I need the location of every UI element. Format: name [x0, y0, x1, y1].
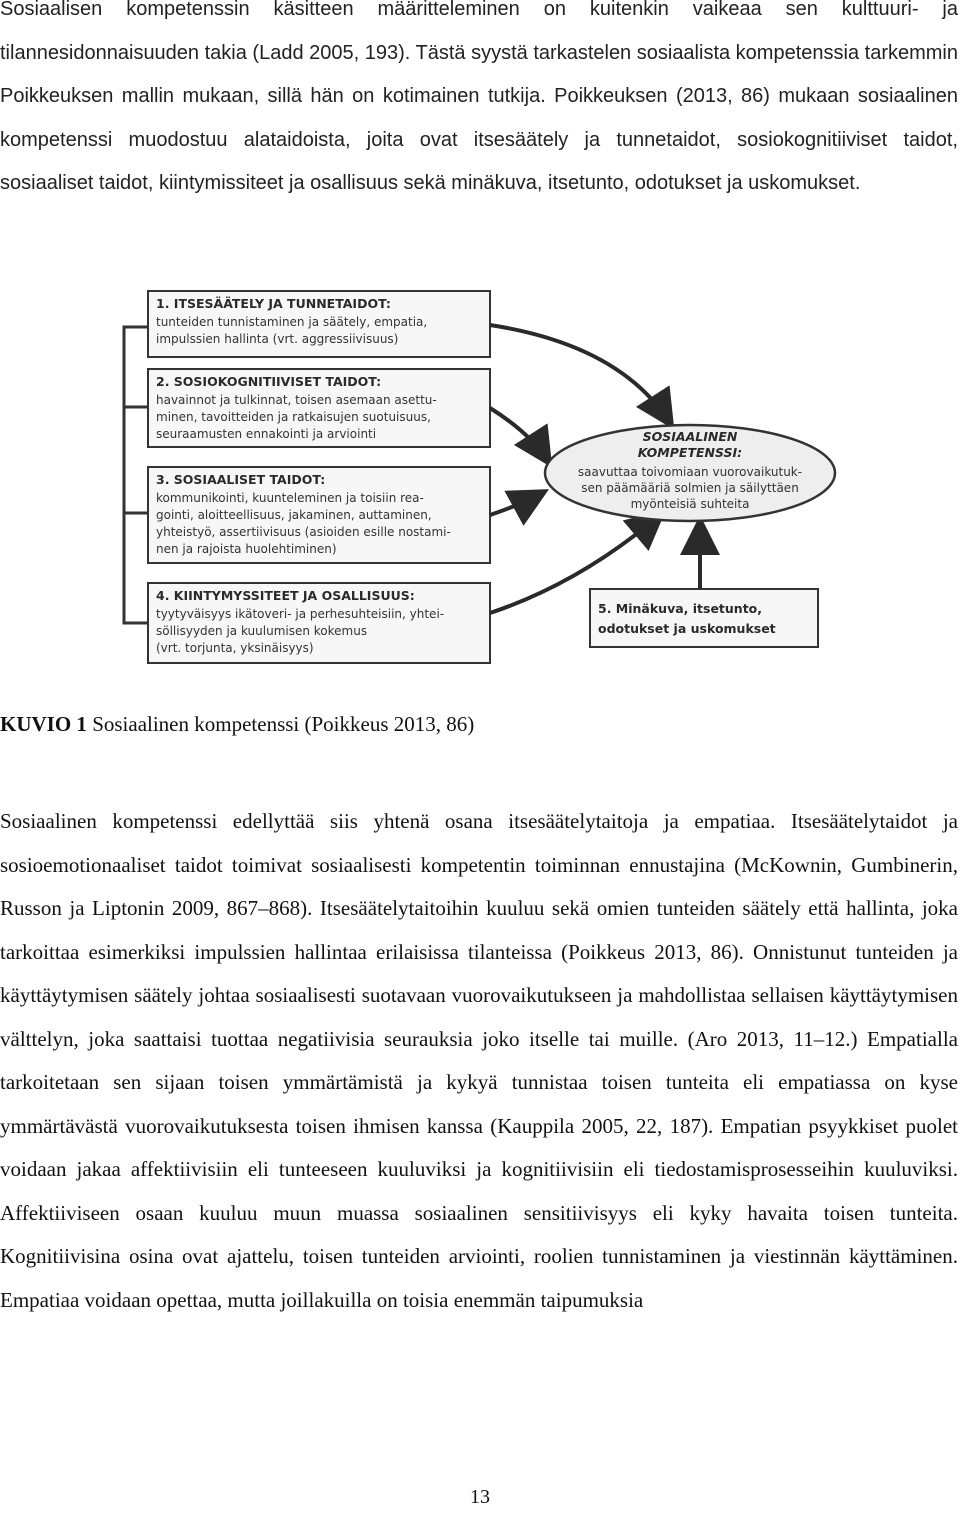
ellipse-title-1: SOSIAALINEN — [642, 429, 738, 444]
box-1-title: 1. ITSESÄÄTELY JA TUNNETAIDOT: — [156, 296, 391, 311]
ellipse-title-2: KOMPETENSSI: — [637, 445, 743, 460]
ellipse-line-1: saavuttaa toivomiaan vuorovaikutuk- — [577, 465, 803, 479]
box-3-line-1: kommunikointi, kuunteleminen ja toisiin rea- — [156, 491, 424, 505]
ellipse-line-3: myönteisiä suhteita — [630, 497, 750, 511]
box-5-line-2: odotukset ja uskomukset — [598, 621, 776, 636]
box-4-title: 4. KIINTYMYSSITEET JA OSALLISUUS: — [156, 588, 415, 603]
box-2-line-1: havainnot ja tulkinnat, toisen asemaan asettu- — [156, 393, 437, 407]
caption-label: KUVIO 1 — [0, 712, 87, 736]
box-3-line-2: gointi, aloitteellisuus, jakaminen, auttaminen, — [156, 508, 432, 522]
box-2-title: 2. SOSIOKOGNITIIVISET TAIDOT: — [156, 374, 382, 389]
box-4-line-2: söllisyyden ja kuulumisen kokemus — [156, 624, 368, 638]
paragraph-intro: Sosiaalisen kompetenssin käsitteen määritteleminen on kuitenkin vaikeaa sen kulttuuri- ja tilannesidonnaisuuden takia (Ladd 2005, 193). Tästä syystä tarkastelen sosiaalista kompetenssia tarkemmin Poikkeuksen mallin mukaan, sillä hän on kotimainen tutkija. Poikkeuksen (2013, 86) mukaan sosiaalinen kompetenssi muodostuu alataidoista, joita ovat itsesäätely ja tunnetaidot, sosiokognitiiviset taidot, sosiaaliset taidot, kiintymissiteet ja osallisuus sekä minäkuva, itsetunto, odotukset ja uskomukset. — [0, 0, 958, 194]
box-2-line-2: minen, tavoitteiden ja ratkaisujen suotuisuus, — [156, 410, 431, 424]
caption-text: Sosiaalinen kompetenssi (Poikkeus 2013, 86) — [86, 712, 475, 736]
figure-social-competence — [110, 283, 870, 683]
box-4-line-3: (vrt. torjunta, yksinäisyys) — [156, 641, 314, 655]
box-1-line-1: tunteiden tunnistaminen ja säätely, empatia, — [156, 315, 428, 329]
page-number: 13 — [470, 1486, 490, 1508]
paragraph-body: Sosiaalinen kompetenssi edellyttää siis yhtenä osana itsesäätelytaitoja ja empatiaa. Itsesäätelytaidot ja sosioemotionaaliset taidot toimivat sosiaalisesti kompetentin toiminnan ennustajina (McKownin, Gumbinerin, Russon ja Liptonin 2009, 867–868). Itsesäätelytaitoihin kuuluu sekä omien tunteiden säätely että hallinta, joka tarkoittaa esimerkiksi impulssien hallintaa erilaisissa tilanteissa (Poikkeus 2013, 86). Onnistunut tunteiden ja käyttäytymisen säätely johtaa sosiaalisesti suotavaan vuorovaikutukseen ja mahdollistaa sellaisen käyttäytymisen välttelyn, joka saattaisi tuottaa negatiivisia seurauksia joko itselle tai muille. (Aro 2013, 11–12.) Empatialla tarkoitetaan sen sijaan toisen ymmärtämistä ja kykyä tunnistaa toisen tunteita eli empatiassa on kyse ymmärtävästä vuorovaikutuksesta toisen ihmisen kanssa (Kauppila 2005, 22, 187). Empatian psyykkiset puolet voidaan jakaa affektiivisiin eli tunteeseen kuuluviksi ja kognitiivisiin eli tiedostamisprosesseihin kuuluviksi. Affektiiviseen osaan kuuluu muun muassa sosiaalinen sensitiivisyys eli kyky havaita toisen tunteita. Kognitiivisina osina ovat ajattelu, toisen tunteiden arviointi, roolien tunnistaminen ja viestinnän käyttäminen. Empatiaa voidaan opettaa, mutta joillakuilla on toisia enemmän taipumuksia — [0, 809, 958, 1312]
box-4-line-1: tyytyväisyys ikätoveri- ja perhesuhteisiin, yhtei- — [156, 607, 445, 621]
box-1-line-2: impulssien hallinta (vrt. aggressiivisuus) — [156, 332, 399, 346]
box-2-line-3: seuraamusten ennakointi ja arviointi — [156, 427, 377, 441]
box-3-line-4: nen ja rajoista huolehtiminen) — [156, 542, 337, 556]
figure-caption — [0, 712, 474, 737]
box-3-line-3: yhteistyö, assertiivisuus (asioiden esille nostami- — [156, 525, 451, 539]
ellipse-line-2: sen päämääriä solmien ja säilyttäen — [581, 481, 799, 495]
box-5-line-1: 5. Minäkuva, itsetunto, — [598, 601, 763, 616]
figure-diagram — [110, 283, 870, 683]
box-3-title: 3. SOSIAALISET TAIDOT: — [156, 472, 326, 487]
box-5 — [590, 589, 818, 647]
